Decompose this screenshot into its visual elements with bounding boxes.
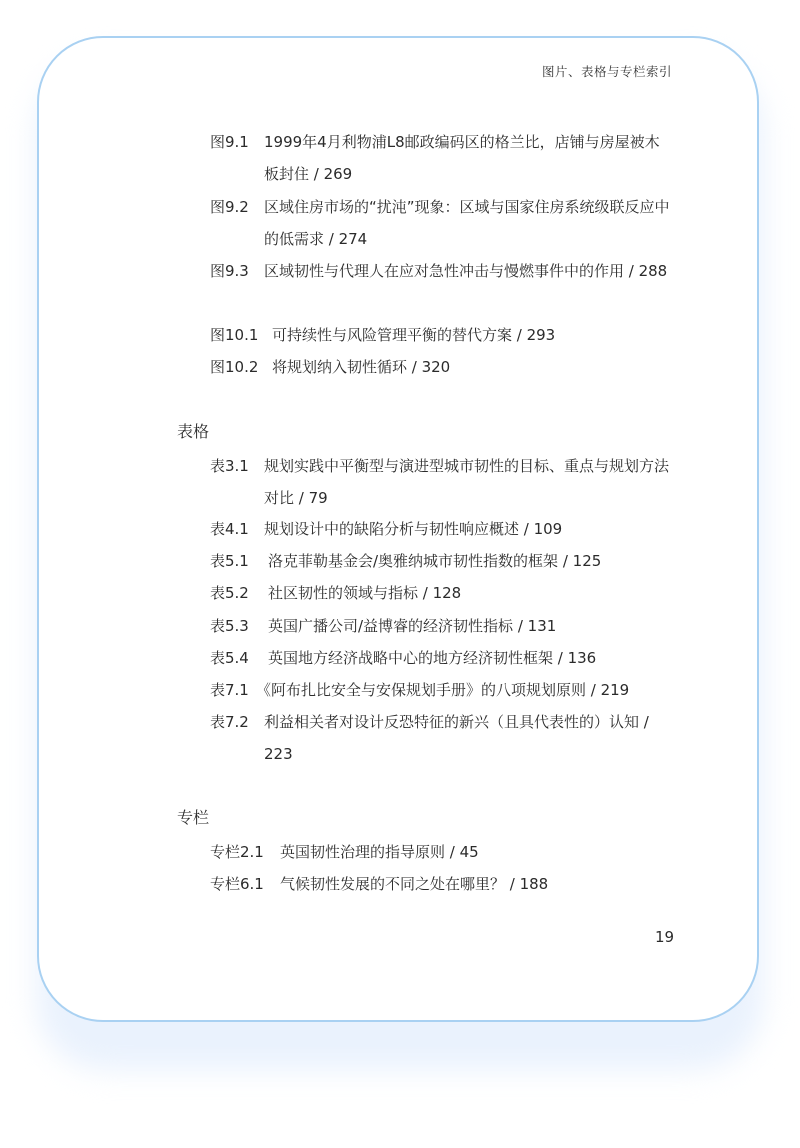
- entry-text: 规划实践中平衡型与演进型城市韧性的目标、重点与规划方法对比 / 79: [264, 457, 670, 507]
- entry-text: 利益相关者对设计反恐特征的新兴（且具代表性的）认知 / 223: [264, 713, 649, 763]
- entry-text: 区域住房市场的“扰沌”现象：区域与国家住房系统级联反应中的低需求 / 274: [264, 198, 670, 248]
- entry-number: 专栏2.1: [210, 843, 264, 861]
- entry-text: 可持续性与风险管理平衡的替代方案 / 293: [272, 326, 556, 344]
- index-entry: [210, 706, 670, 770]
- section-heading-tables: 表格: [177, 422, 210, 441]
- entry-number: 表7.1: [210, 681, 249, 699]
- entry-number: 表5.2: [210, 584, 249, 602]
- index-entry: [210, 836, 670, 868]
- entry-number: 图10.1: [210, 326, 259, 344]
- entry-text: 英国韧性治理的指导原则 / 45: [280, 843, 479, 861]
- entry-number: 表5.3: [210, 617, 249, 635]
- entry-text: 将规划纳入韧性循环 / 320: [272, 358, 451, 376]
- index-entry: [210, 545, 670, 577]
- section-heading-boxes: 专栏: [177, 808, 210, 827]
- entry-text: 英国广播公司/益博睿的经济韧性指标 / 131: [268, 617, 557, 635]
- entry-number: 图10.2: [210, 358, 259, 376]
- entry-number: 表5.4: [210, 649, 249, 667]
- index-entry: [210, 126, 670, 190]
- index-entry: [210, 513, 670, 545]
- entry-text: 英国地方经济战略中心的地方经济韧性框架 / 136: [268, 649, 597, 667]
- index-entry: [210, 351, 670, 383]
- index-entry: [210, 610, 670, 642]
- index-entry: [210, 450, 670, 514]
- entry-number: 表4.1: [210, 520, 249, 538]
- index-entry: [210, 255, 670, 287]
- index-entry: [210, 577, 670, 609]
- entry-text: 1999年4月利物浦L8邮政编码区的格兰比，店铺与房屋被木板封住 / 269: [264, 133, 660, 183]
- index-entry: [210, 868, 670, 900]
- entry-number: 图9.3: [210, 262, 249, 280]
- entry-text: 规划设计中的缺陷分析与韧性响应概述 / 109: [264, 520, 563, 538]
- entry-text: 区域韧性与代理人在应对急性冲击与慢燃事件中的作用 / 288: [264, 262, 668, 280]
- entry-text: 社区韧性的领域与指标 / 128: [268, 584, 462, 602]
- index-entry: [210, 191, 670, 255]
- entry-number: 图9.2: [210, 198, 249, 216]
- index-entry: [210, 674, 670, 706]
- entry-text: 《阿布扎比安全与安保规划手册》的八项规划原则 / 219: [256, 681, 630, 699]
- entry-number: 专栏6.1: [210, 875, 264, 893]
- entry-text: 洛克菲勒基金会/奥雅纳城市韧性指数的框架 / 125: [268, 552, 602, 570]
- index-entry: [210, 642, 670, 674]
- entry-number: 表3.1: [210, 457, 249, 475]
- running-header: 图片、表格与专栏索引: [541, 64, 672, 79]
- page-number: 19: [655, 928, 675, 946]
- entry-number: 图9.1: [210, 133, 249, 151]
- entry-number: 表7.2: [210, 713, 249, 731]
- entry-text: 气候韧性发展的不同之处在哪里？ / 188: [280, 875, 549, 893]
- entry-number: 表5.1: [210, 552, 249, 570]
- index-entry: [210, 319, 670, 351]
